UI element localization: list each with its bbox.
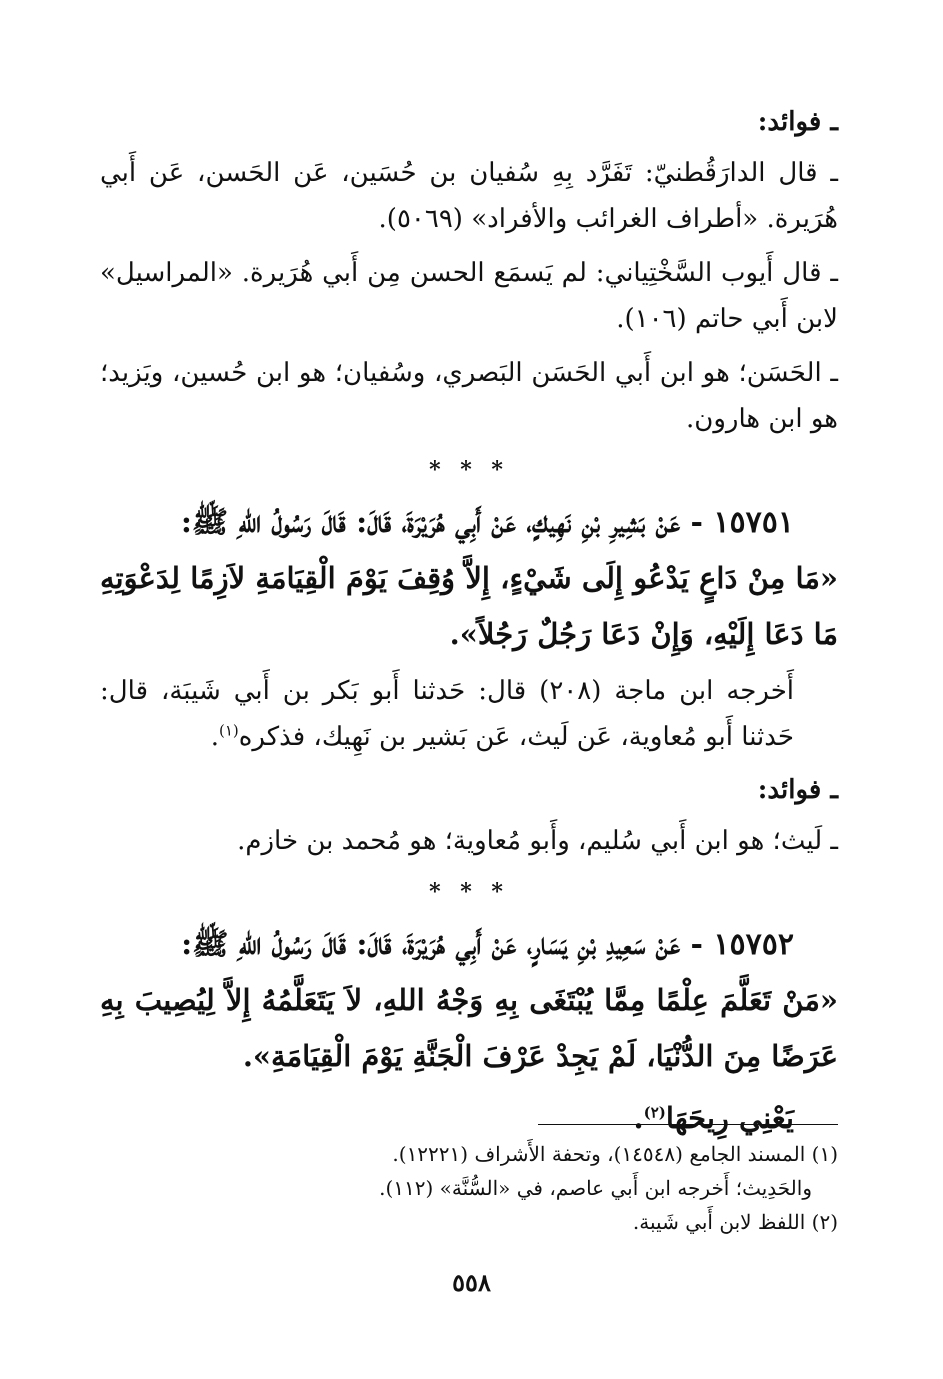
hadith-15751-head: ١٥٧٥١ - عَنْ بَشِيرِ بْنِ نَهِيكٍ، عَنْ أَبِي هُرَيْرَةَ، قَالَ: قَالَ رَسُولُ اللهِ ﷺ: <box>180 505 794 540</box>
layth-note: ـ لَيث؛ هو ابن أَبي سُليم، وأَبو مُعاوية؛ هو مُحمد بن خازم. <box>237 826 838 856</box>
hadith-15752-head: ١٥٧٥٢ - عَنْ سَعِيدِ بْنِ يَسَارٍ، عَنْ أَبِي هُرَيْرَةَ، قَالَ: قَالَ رَسُولُ اللهِ ﷺ: <box>181 927 794 962</box>
hadith-15752-note: يَعْنِي رِيحَهَا$^{(٢)}$. <box>633 1101 794 1135</box>
footnote-1-line-2: والحَدِيث؛ أَخرجه ابن أَبي عاصم، في «السُّنَّة» (١١٢). <box>379 1176 812 1200</box>
fawaid-heading-2: ـ فوائد: <box>757 775 838 805</box>
separator-stars-2: * * * <box>429 879 509 905</box>
page-number: ٥٥٨ <box>452 1268 491 1297</box>
note-text: يَعْنِي رِيحَهَا <box>665 1101 794 1135</box>
takhrij-text: أَخرجه ابن ماجة (٢٠٨) قال: حَدثنا أَبو بَكر بن أَبي شَيبَة، قال: حَدثنا أَبو مُعاوية، عَن لَيث، عَن بَشير بن نَهِيك، فذكره <box>100 676 794 752</box>
footnote-divider <box>538 1124 838 1125</box>
footnote-2: (٢) اللفظ لابن أَبي شَيبة. <box>632 1210 838 1234</box>
footnote-ref-1[interactable]: (١) <box>218 721 239 740</box>
hadith-15751-text: «مَا مِنْ دَاعٍ يَدْعُو إِلَى شَيْءٍ، إِلاَّ وُقِفَ يَوْمَ الْقِيَامَةِ لاَزِمًا لِدَعْوَتِهِ مَا دَعَا إِلَيْهِ، وَإِنْ دَعَا رَجُلٌ رَجُلاً». <box>100 561 838 651</box>
page-body <box>100 100 838 1152</box>
hadith-15752-text: «مَنْ تَعَلَّمَ عِلْمًا مِمَّا يُبْتَغَى بِهِ وَجْهُ اللهِ، لاَ يَتَعَلَّمُهُ إِلاَّ لِيُصِيبَ بِهِ عَرَضًا مِنَ الدُّنْيَا، لَمْ يَجِدْ عَرْفَ الْجَنَّةِ يَوْمَ الْقِيَامَةِ». <box>100 983 838 1073</box>
separator-stars-1: * * * <box>429 457 509 483</box>
fawaid-heading-1: ـ فوائد: <box>757 107 838 137</box>
hadith-15751-takhrij: أَخرجه ابن ماجة (٢٠٨) قال: حَدثنا أَبو بَكر بن أَبي شَيبَة، قال: حَدثنا أَبو مُعاوية، عَن لَيث، عَن بَشير بن نَهِيك، فذكره$^{(١)}$. <box>100 676 794 752</box>
ayyub-note: ـ قال أَيوب السَّخْتِياني: لم يَسمَع الحسن مِن أَبي هُرَيرة. «المراسيل» لابن أَبي حاتم (١٠٦). <box>100 258 838 334</box>
footnote-ref-2[interactable]: (٢) <box>643 1103 666 1122</box>
footnotes <box>100 1124 838 1239</box>
narrators-note: ـ الحَسَن؛ هو ابن أَبي الحَسَن البَصري، وسُفيان؛ هو ابن حُسين، ويَزيد؛ هو ابن هارون. <box>100 358 838 434</box>
daraqutni-note: ـ قال الدارَقُطنيّ: تَفَرَّد بِهِ سُفيان بن حُسَين، عَن الحَسن، عَن أَبي هُرَيرة. «أطراف الغرائب والأفراد» (٥٠٦٩). <box>100 158 838 234</box>
footnote-1-line-1: (١) المسند الجامع (١٤٥٤٨)، وتحفة الأَشراف (١٢٢٢١). <box>392 1142 838 1166</box>
